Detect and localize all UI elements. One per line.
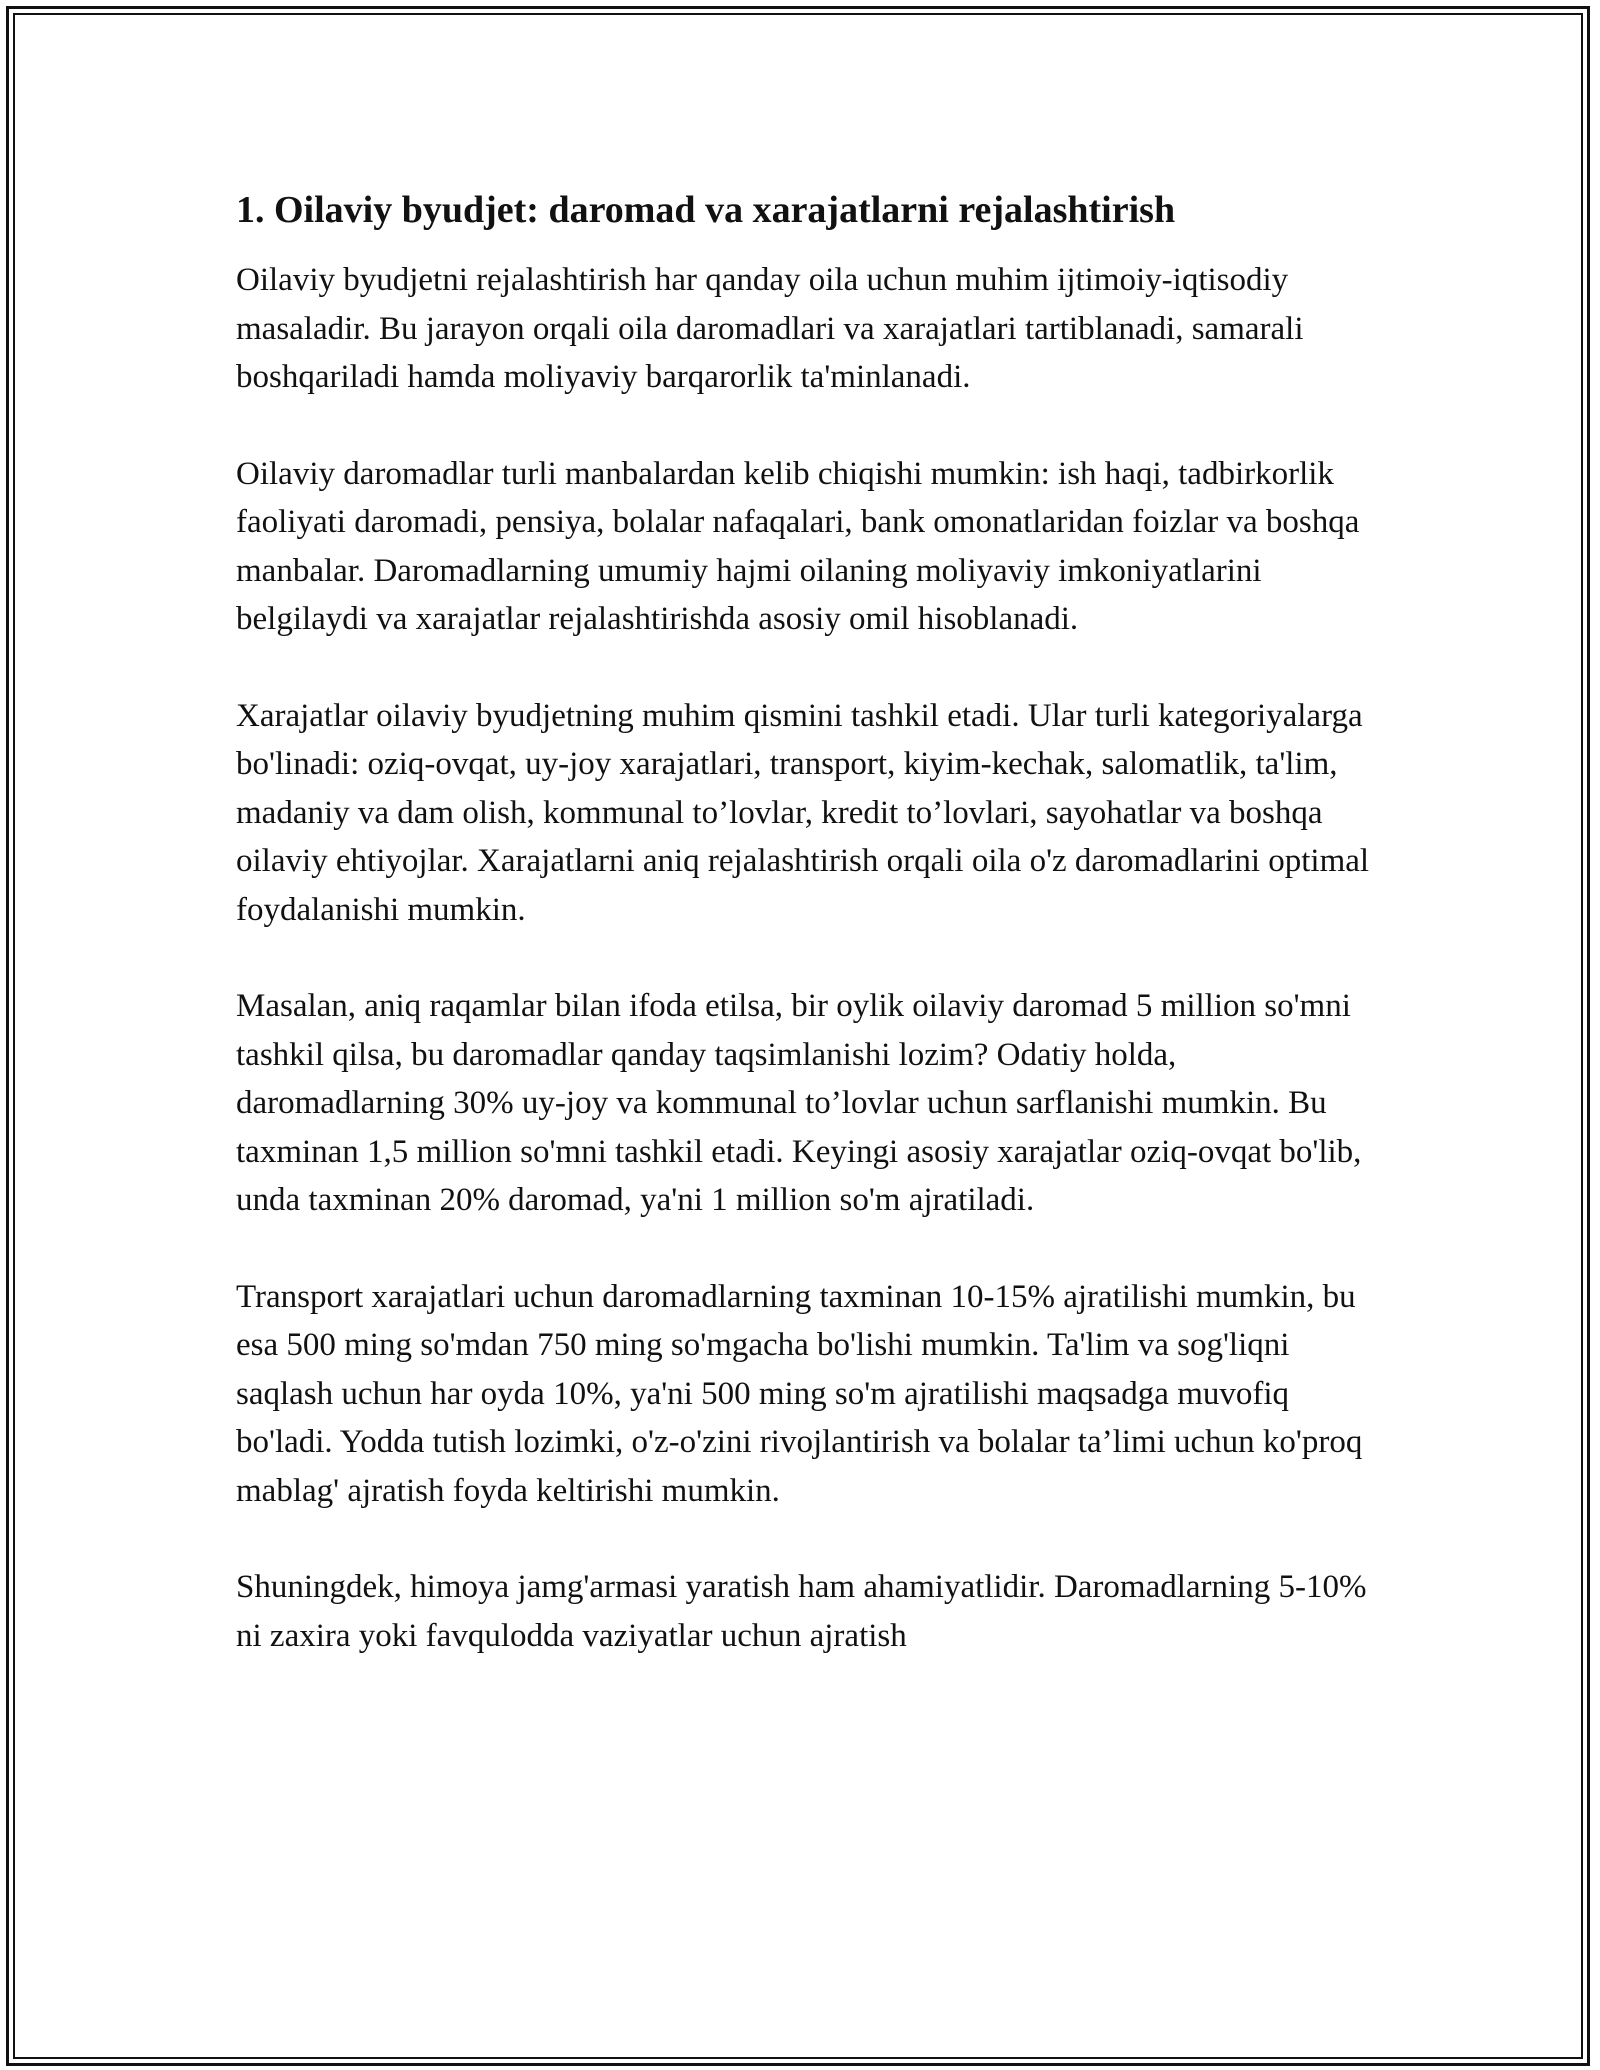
- paragraph-savings: Shuningdek, himoya jamg'armasi yaratish ham ahamiyatlidir. Daromadlarning 5-10% ni zaxira yoki favqulodda vaziyatlar uchun ajratish: [236, 1569, 1367, 1654]
- paragraph-transport-education: Transport xarajatlari uchun daromadlarning taxminan 10-15% ajratilishi mumkin, bu esa 500 ming so'mdan 750 ming so'mgacha bo'lishi mumkin. Ta'lim va sog'liqni saqlash uchun har oyda 10%, ya'ni 500 ming so'm ajratilishi maqsadga muvofiq bo'ladi. Yodda tutish lozimki, o'z-o'zini rivojlantirish va bolalar ta’limi uchun ko'proq mablag' ajratish foyda keltirishi mumkin.: [236, 1278, 1363, 1509]
- section-heading: 1. Oilaviy byudjet: daromad va xarajatlarni rejalashtirish: [236, 189, 1176, 231]
- paragraph-example-allocation: Masalan, aniq raqamlar bilan ifoda etilsa, bir oylik oilaviy daromad 5 million so'mni tashkil qilsa, bu daromadlar qanday taqsimlanishi lozim? Odatiy holda, daromadlarning 30% uy-joy va kommunal to’lovlar uchun sarflanishi mumkin. Bu taxminan 1,5 million so'mni tashkil etadi. Keyingi asosiy xarajatlar oziq-ovqat bo'lib, unda taxminan 20% daromad, ya'ni 1 million so'm ajratiladi.: [236, 988, 1362, 1218]
- paragraph-income-sources: Oilaviy daromadlar turli manbalardan kelib chiqishi mumkin: ish haqi, tadbirkorlik faoliyati daromadi, pensiya, bolalar nafaqalari, bank omonatlaridan foizlar va boshqa manbalar. Daromadlarning umumiy hajmi oilaning moliyaviy imkoniyatlarini belgilaydi va xarajatlar rejalashtirishda asosiy omil hisoblanadi.: [236, 455, 1360, 637]
- paragraph-expense-categories: Xarajatlar oilaviy byudjetning muhim qismini tashkil etadi. Ular turli kategoriyalarga bo'linadi: oziq-ovqat, uy-joy xarajatlari, transport, kiyim-kechak, salomatlik, ta'lim, madaniy va dam olish, kommunal to’lovlar, kredit to’lovlari, sayohatlar va boshqa oilaviy ehtiyojlar. Xarajatlarni aniq rejalashtirish orqali oila o'z daromadlarini optimal foydalanishi mumkin.: [236, 697, 1370, 928]
- document-body: [236, 186, 1384, 1708]
- paragraph-intro: Oilaviy byudjetni rejalashtirish har qanday oila uchun muhim ijtimoiy-iqtisodiy masaladir. Bu jarayon orqali oila daromadlari va xarajatlari tartiblanadi, samarali boshqariladi hamda moliyaviy barqarorlik ta'minlanadi.: [236, 262, 1304, 395]
